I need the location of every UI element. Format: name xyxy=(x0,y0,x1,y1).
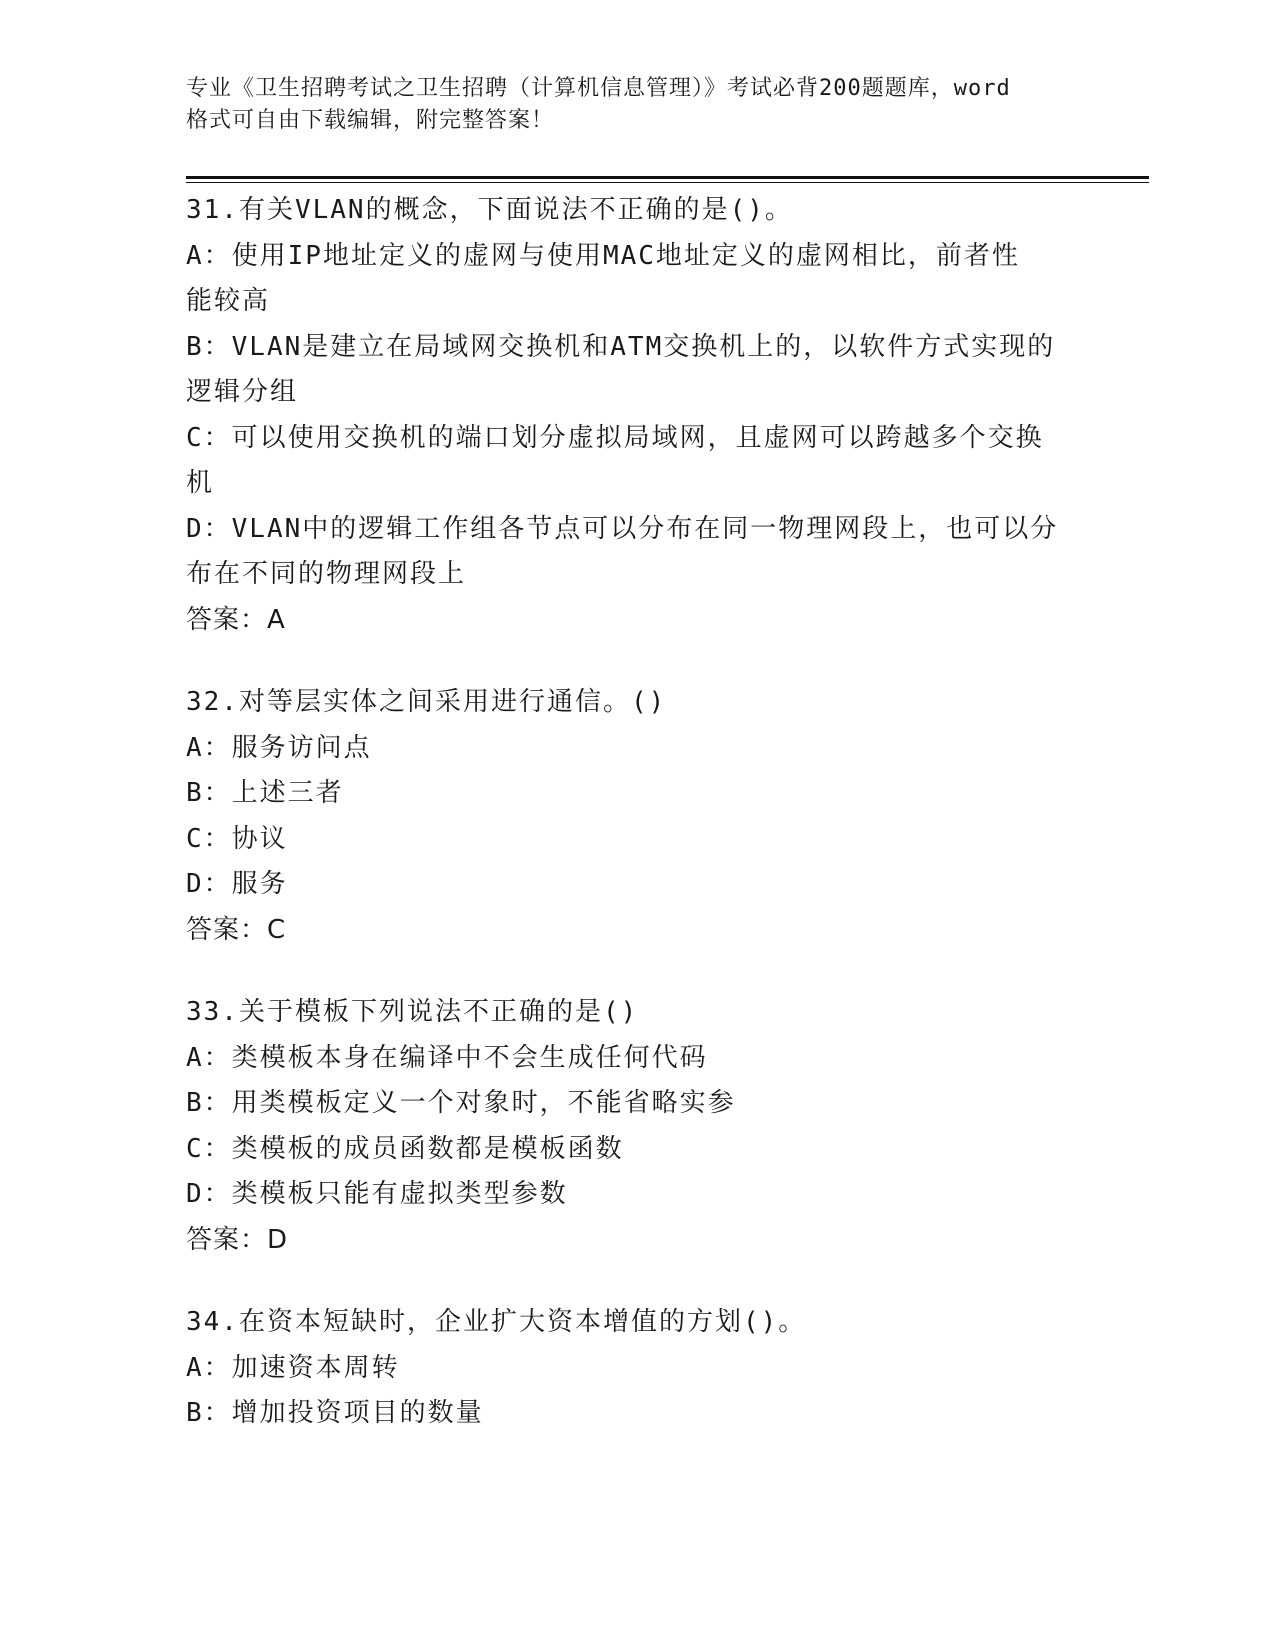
option-line: 机 xyxy=(186,468,215,498)
option-line: D：VLAN中的逻辑工作组各节点可以分布在同一物理网段上，也可以分 xyxy=(186,513,1059,544)
document-header xyxy=(186,73,1086,137)
question-block xyxy=(186,188,1086,643)
question-stem: 33.关于模板下列说法不正确的是() xyxy=(186,997,639,1027)
option-line: D：服务 xyxy=(186,869,288,899)
answer-label: 答案：D xyxy=(186,1224,289,1255)
option-line: 逻辑分组 xyxy=(186,377,299,407)
option-line: B：VLAN是建立在局域网交换机和ATM交换机上的，以软件方式实现的 xyxy=(186,331,1056,362)
question-block xyxy=(186,1300,1086,1437)
option-line: C：可以使用交换机的端口划分虚拟局域网，且虚网可以跨越多个交换 xyxy=(186,422,1044,453)
option-line: A：类模板本身在编译中不会生成任何代码 xyxy=(186,1042,708,1073)
question-stem: 34.在资本短缺时，企业扩大资本增值的方划()。 xyxy=(186,1307,807,1337)
header-divider-thin xyxy=(186,182,1149,183)
header-line-2: 格式可自由下载编辑，附完整答案！ xyxy=(186,108,555,133)
option-line: A：使用IP地址定义的虚网与使用MAC地址定义的虚网相比，前者性 xyxy=(186,240,1020,271)
question-list xyxy=(186,188,1086,1474)
option-line: B：上述三者 xyxy=(186,778,344,808)
header-divider-thick xyxy=(186,176,1149,179)
option-line: C：协议 xyxy=(186,823,288,854)
question-block xyxy=(186,990,1086,1263)
option-line: D：类模板只能有虚拟类型参数 xyxy=(186,1179,568,1209)
option-line: C：类模板的成员函数都是模板函数 xyxy=(186,1133,624,1164)
option-line: 能较高 xyxy=(186,286,271,316)
question-stem: 31.有关VLAN的概念，下面说法不正确的是()。 xyxy=(186,195,793,225)
option-line: A：加速资本周转 xyxy=(186,1352,400,1383)
question-block xyxy=(186,680,1086,953)
question-stem: 32.对等层实体之间采用进行通信。() xyxy=(186,687,667,717)
header-line-1: 专业《卫生招聘考试之卫生招聘（计算机信息管理）》考试必背200题题库，word xyxy=(186,76,1011,101)
option-line: A：服务访问点 xyxy=(186,732,372,763)
answer-label: 答案：A xyxy=(186,604,286,635)
answer-label: 答案：C xyxy=(186,914,287,945)
option-line: 布在不同的物理网段上 xyxy=(186,559,467,589)
option-line: B：用类模板定义一个对象时，不能省略实参 xyxy=(186,1088,736,1118)
option-line: B：增加投资项目的数量 xyxy=(186,1398,484,1428)
